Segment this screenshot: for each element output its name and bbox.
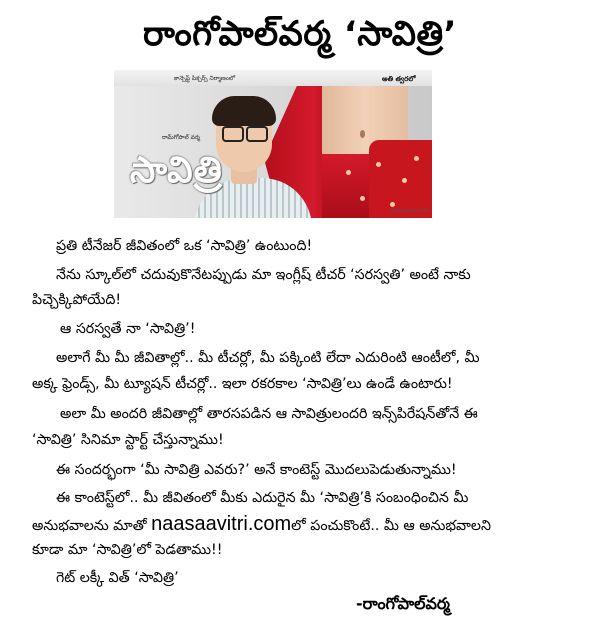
- saree-dot: [414, 156, 419, 161]
- paragraph-2-line-2: పిచ్చెక్కిపోయేది!: [32, 292, 122, 308]
- author-signature: -రాంగోపాల్‌వర్మ: [356, 594, 450, 613]
- saree-dot: [360, 196, 365, 201]
- paragraph-4-line-1: అలాగే మీ మీ జీవితాల్లో.. మీ టీచర్లో, మీ పక్కింటి లేదా ఎదురింటి ఆంటీలో, మీ: [56, 350, 480, 366]
- paragraph-3: ఆ సరస్వతే నా ‘సావిత్రి’!: [60, 321, 196, 337]
- paragraph-8: గెట్ లక్కీ విత్ ‘సావిత్రి’: [56, 570, 179, 586]
- paragraph-2-line-1: నేను స్కూల్‌లో చదువుకొనేటప్పుడు మా ఇంగ్లీష్ టీచర్ ‘సరస్వతి’ అంటే నాకు: [56, 267, 471, 283]
- site-link[interactable]: naasaavitri.com: [151, 513, 292, 535]
- poster-site-watermark: naasaavitri.com: [390, 208, 431, 214]
- boy-hair: [212, 96, 276, 126]
- saree-dot: [390, 202, 395, 207]
- paragraph-6: ఈ సందర్భంగా ‘మీ సావిత్రి ఎవరు?’ అనే కాంటెస్ట్ మొదలుపెడుతున్నాము!: [56, 462, 457, 478]
- paragraph-5-line-2: ‘సావిత్రి’ సినిమా స్టార్ట్ చేస్తున్నాము!: [32, 432, 224, 448]
- paragraph-5-line-1: అలా మీ అందరి జీవితాల్లో తారసపడిన ఆ సావిత్రులందరి ఇన్స్‌పిరేషన్‌తోనే ఈ: [60, 406, 478, 422]
- poster-title-logo: సావిత్రి: [130, 150, 223, 191]
- saree-dot: [376, 162, 381, 167]
- paragraph-7-text-post: లో పంచుకొంటే.. మీ ఆ అనుభవాలని: [291, 518, 491, 534]
- paragraph-7-line-1: ఈ కాంటెస్ట్‌లో.. మీ జీవితంలో మీకు ఎదురైన మీ ‘సావిత్రి’కి సంబంధించిన మీ: [56, 490, 469, 506]
- paragraph-7-line-2: [32, 514, 491, 536]
- paragraph-7-text-pre: అనుభవాలను మాతో: [32, 518, 152, 534]
- poster-director-credit: రామ్‌గోపాల్ వర్మ: [162, 134, 200, 141]
- poster-coming-soon: అతి త్వరలో: [382, 75, 416, 83]
- paragraph-1: ప్రతి టీనేజర్ జీవితంలో ఒక ‘సావిత్రి’ ఉంటుంది!: [56, 238, 313, 254]
- page-title: రాంగోపాల్‌వర్మ ‘సావిత్రి’: [143, 14, 457, 54]
- navel: [360, 130, 365, 138]
- saree-dot: [346, 170, 351, 175]
- glasses-icon: [222, 126, 268, 140]
- paragraph-4-line-2: అక్క ఫ్రెండ్స్, మీ ట్యూషన్ టీచర్లో.. ఇలా రకరకాల ‘సావిత్రి’లు ఉండే ఉంటారు!: [32, 376, 453, 392]
- saree-dot: [402, 178, 407, 183]
- movie-poster: [114, 70, 432, 218]
- saree-pleat: [369, 140, 432, 218]
- paragraph-7-line-3: కూడా మా ‘సావిత్రి’లో పెడతాము!!: [32, 542, 223, 558]
- poster-production-credit: కాన్సెప్ట్ పిక్చర్స్ నిర్మాణంలో: [174, 75, 236, 82]
